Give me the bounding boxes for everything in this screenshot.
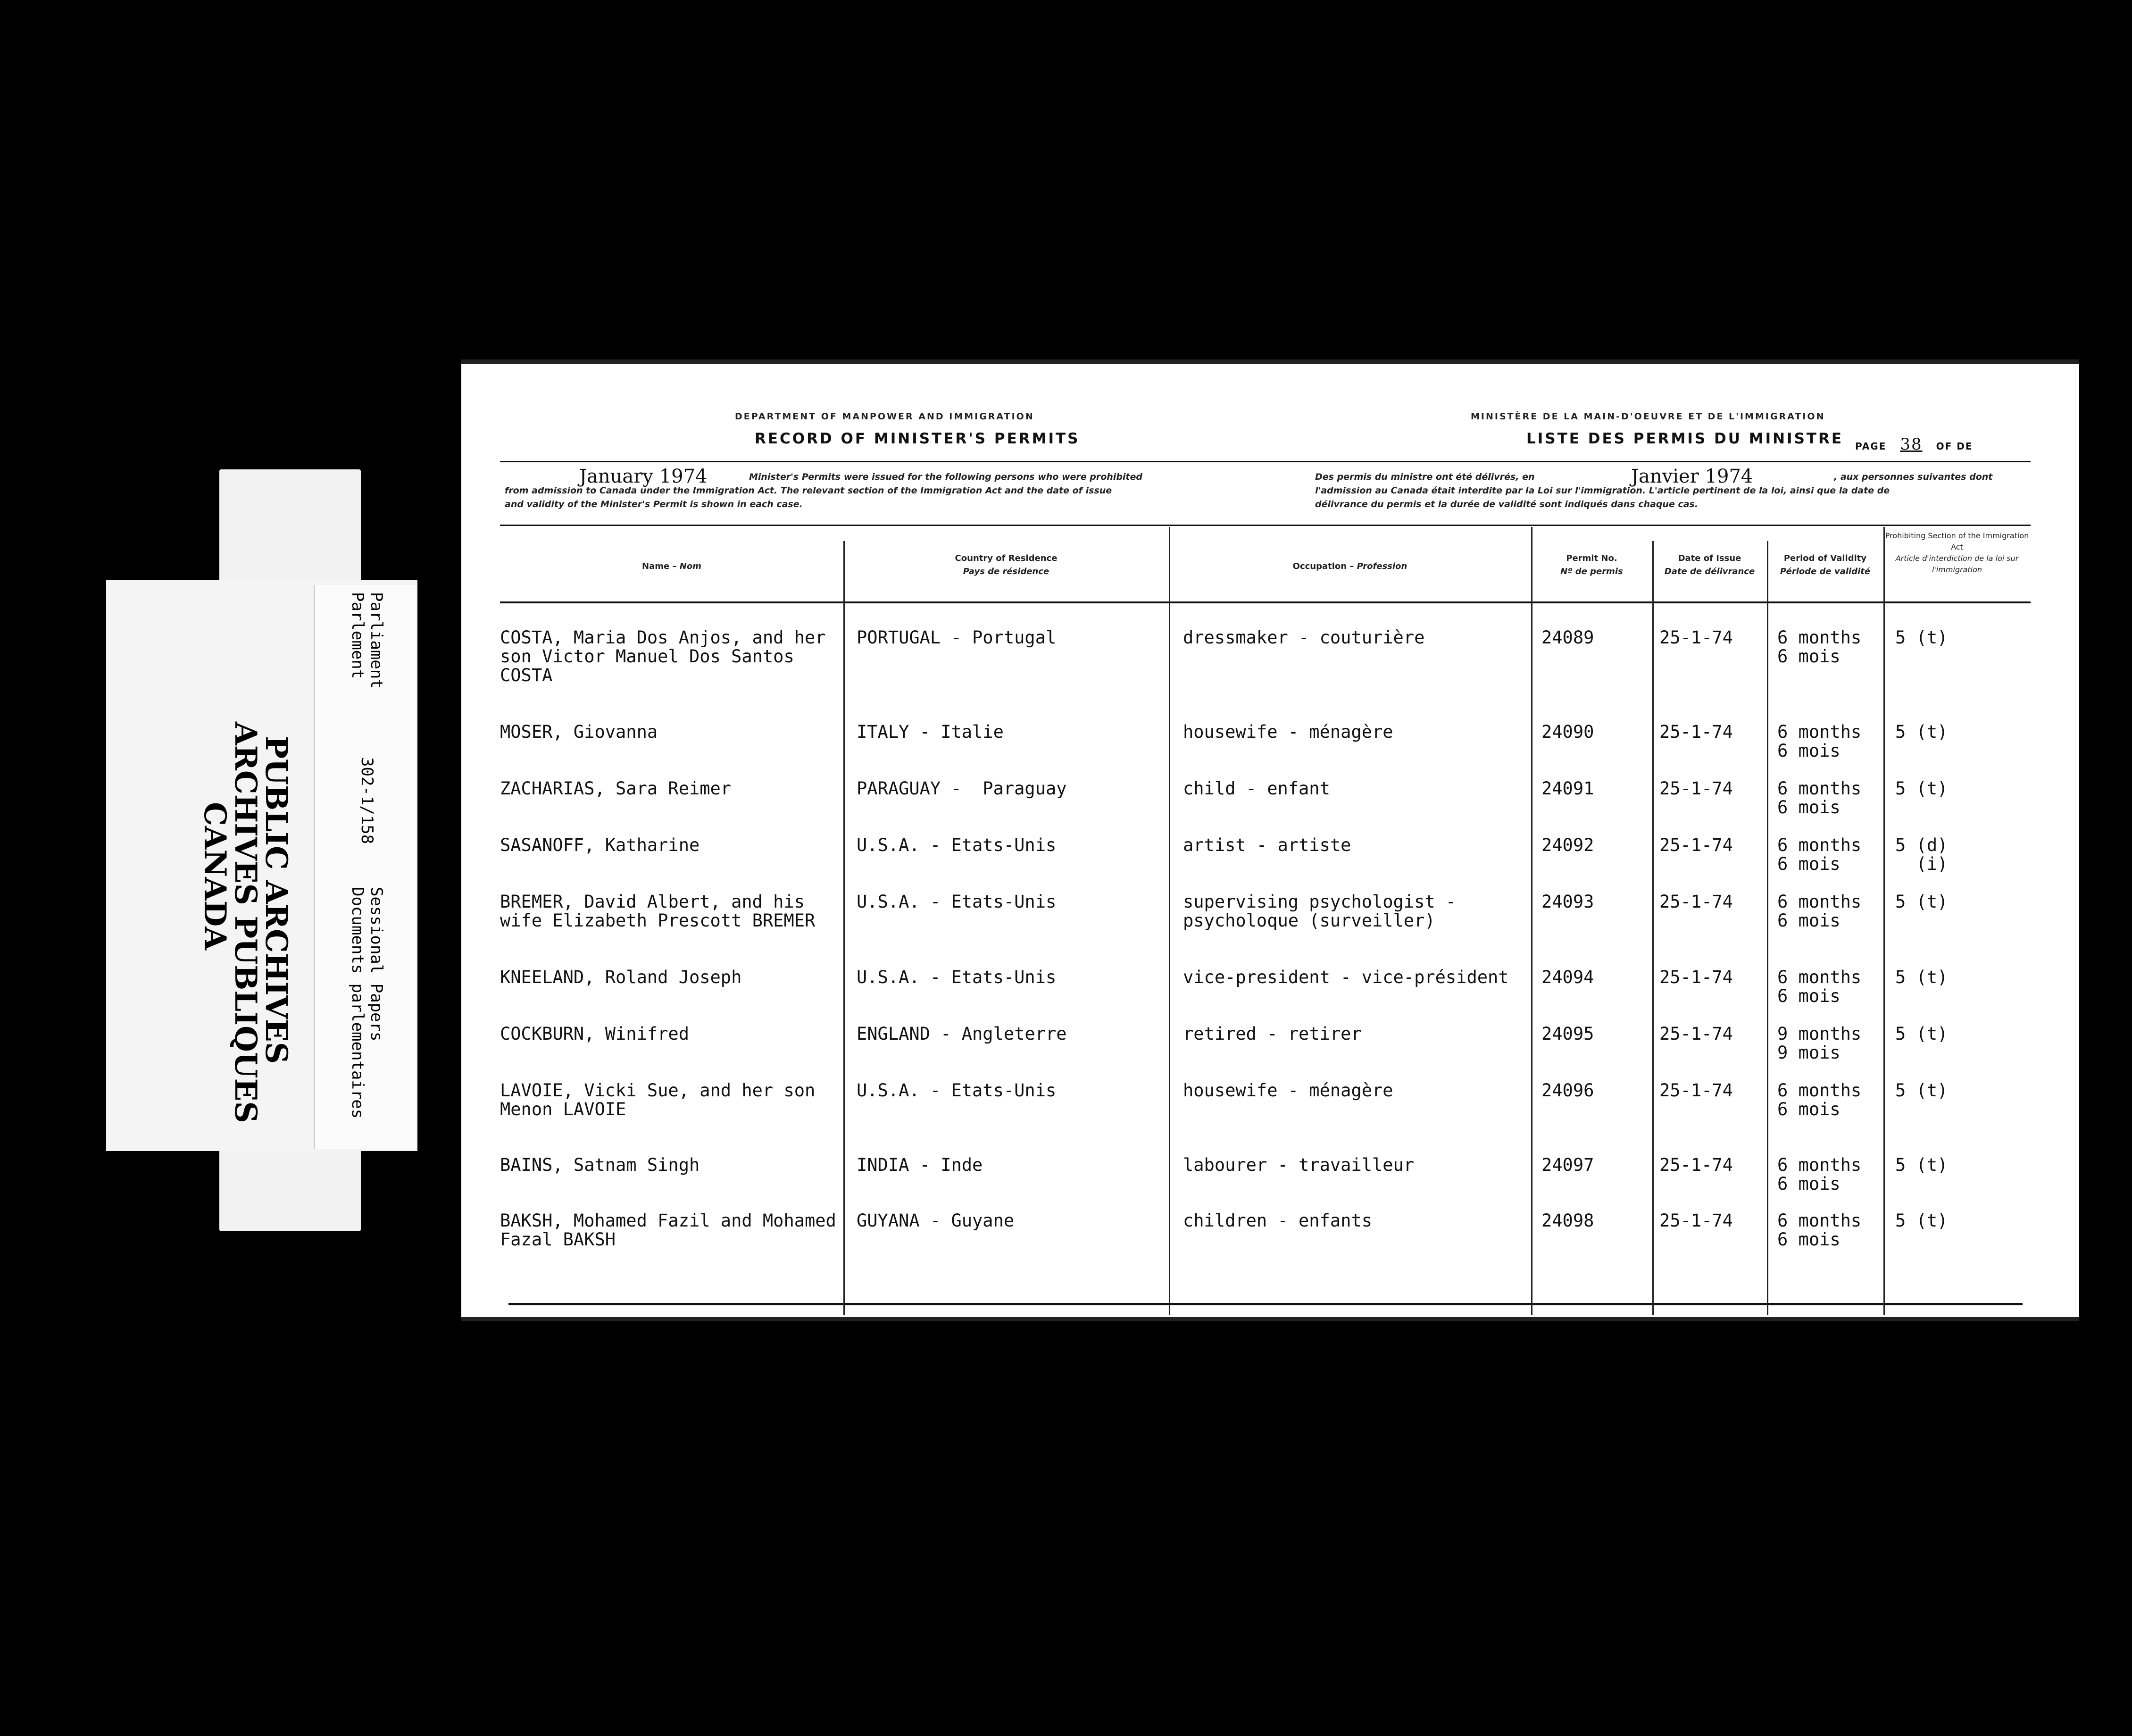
- column-divider: [1883, 527, 1885, 1315]
- cell-name: SASANOFF, Katharine: [500, 835, 700, 855]
- cell-name: BAINS, Satnam Singh: [500, 1155, 700, 1175]
- cell-country: U.S.A. - Etats-Unis: [857, 967, 1057, 987]
- month-fr: Janvier 1974: [1631, 466, 1753, 487]
- cell-occupation: child - enfant: [1183, 778, 1330, 799]
- cell-validity: 6 months 6 mois: [1777, 778, 1862, 818]
- cell-name: KNEELAND, Roland Joseph: [500, 967, 742, 987]
- header-rule: [500, 461, 2031, 462]
- archive-title-line3: CANADA: [197, 802, 233, 950]
- cell-permit-number: 24091: [1541, 778, 1594, 799]
- column-header-permit: [1531, 552, 1652, 578]
- cell-validity: 6 months 6 mois: [1777, 892, 1862, 931]
- column-header-section-en: Prohibiting Section of the Immigration Act: [1885, 531, 2029, 551]
- column-header-name: Name – Nom: [642, 561, 701, 571]
- cell-permit-number: 24096: [1541, 1080, 1594, 1101]
- column-header-permit-fr: Nº de permis: [1560, 567, 1623, 576]
- cell-section: 5 (t): [1895, 967, 1948, 987]
- department-en: DEPARTMENT OF MANPOWER AND IMMIGRATION: [735, 411, 1034, 422]
- column-header-permit-en: Permit No.: [1566, 553, 1617, 563]
- cell-permit-number: 24092: [1541, 835, 1594, 855]
- cell-issue-date: 25-1-74: [1659, 1024, 1733, 1044]
- cell-issue-date: 25-1-74: [1659, 1080, 1733, 1101]
- archive-title-line2: ARCHIVES PUBLIQUES: [228, 722, 263, 1123]
- fonds-fr: Parlement: [348, 592, 367, 679]
- title-fr: LISTE DES PERMIS DU MINISTRE: [1526, 430, 1844, 447]
- column-divider: [1531, 527, 1532, 1315]
- cell-validity: 6 months 6 mois: [1777, 627, 1862, 667]
- cell-validity: 6 months 6 mois: [1777, 967, 1862, 1006]
- table-bottom-rule: [508, 1303, 2023, 1305]
- cell-section: 5 (t): [1895, 1210, 1948, 1231]
- cell-issue-date: 25-1-74: [1659, 778, 1733, 799]
- fonds-en: Parliament: [367, 592, 386, 689]
- cell-validity: 6 months 6 mois: [1777, 1210, 1862, 1250]
- cell-permit-number: 24098: [1541, 1210, 1594, 1231]
- page-indicator: [1855, 435, 1973, 454]
- permit-record-sheet: [461, 359, 2079, 1321]
- department-fr: MINISTÈRE DE LA MAIN-D'OEUVRE ET DE L'IMMIGRATION: [1471, 411, 1825, 422]
- cell-issue-date: 25-1-74: [1659, 835, 1733, 855]
- page-of-label: OF DE: [1936, 441, 1973, 452]
- cell-issue-date: 25-1-74: [1659, 892, 1733, 912]
- intro-fr-line2: l'admission au Canada était interdite par la Loi sur l'immigration. L'article pertinent de la loi, ainsi que la date de: [1315, 485, 1890, 496]
- cell-country: PORTUGAL - Portugal: [857, 627, 1057, 648]
- intro-fr-line3: délivrance du permis et la durée de validité sont indiqués dans chaque cas.: [1315, 499, 1699, 509]
- column-header-name-fr: Nom: [679, 561, 701, 571]
- cell-country: GUYANA - Guyane: [857, 1210, 1015, 1231]
- column-header-occupation-en: Occupation: [1292, 561, 1347, 571]
- cell-validity: 6 months 6 mois: [1777, 722, 1862, 761]
- column-header-issue-fr: Date de délivrance: [1664, 567, 1755, 576]
- column-header-country: [843, 552, 1169, 578]
- cell-section: 5 (t): [1895, 1080, 1948, 1101]
- cell-validity: 6 months 6 mois: [1777, 1155, 1862, 1194]
- column-header-validity: [1767, 552, 1883, 578]
- cell-validity: 6 months 6 mois: [1777, 835, 1862, 874]
- column-header-country-en: Country of Residence: [955, 553, 1058, 563]
- month-en: January 1974: [579, 466, 708, 487]
- intro-fr-line1: Des permis du ministre ont été délivrés, en: [1315, 472, 1535, 482]
- cell-occupation: dressmaker - couturière: [1183, 627, 1425, 648]
- cell-name: COSTA, Maria Dos Anjos, and her son Victor Manuel Dos Santos COSTA: [500, 627, 826, 685]
- column-divider: [1169, 527, 1170, 1315]
- cell-country: INDIA - Inde: [857, 1155, 983, 1175]
- cell-occupation: labourer - travailleur: [1183, 1155, 1415, 1175]
- intro-en-line1: Minister's Permits were issued for the following persons who were prohibited: [749, 472, 1142, 482]
- cell-occupation: retired - retirer: [1183, 1024, 1362, 1044]
- cell-permit-number: 24097: [1541, 1155, 1594, 1175]
- column-divider: [1652, 541, 1654, 1315]
- cell-country: U.S.A. - Etats-Unis: [857, 892, 1057, 912]
- column-header-issue-en: Date of Issue: [1678, 553, 1741, 563]
- column-header-issue-date: [1652, 552, 1767, 578]
- cell-permit-number: 24094: [1541, 967, 1594, 987]
- page-number: 38: [1900, 435, 1923, 454]
- column-header-country-fr: Pays de résidence: [963, 567, 1049, 576]
- cell-name: LAVOIE, Vicki Sue, and her son Menon LAVOIE: [500, 1080, 816, 1119]
- cell-section: 5 (t): [1895, 892, 1948, 912]
- cell-occupation: supervising psychologist - psycholoque (surveiller): [1183, 892, 1457, 931]
- series-fr: Documents parlementaires: [348, 887, 367, 1119]
- cell-country: ENGLAND - Angleterre: [857, 1024, 1067, 1044]
- cell-issue-date: 25-1-74: [1659, 627, 1733, 648]
- cell-name: COCKBURN, Winifred: [500, 1024, 689, 1044]
- cell-section: 5 (d) (i): [1895, 835, 1948, 874]
- cell-permit-number: 24095: [1541, 1024, 1594, 1044]
- cell-issue-date: 25-1-74: [1659, 1155, 1733, 1175]
- cell-country: ITALY - Italie: [857, 722, 1004, 742]
- column-header-section-fr: Article d'interdiction de la loi sur l'immigration: [1895, 554, 2019, 574]
- table-top-rule: [500, 525, 2031, 526]
- cell-section: 5 (t): [1895, 1024, 1948, 1044]
- cell-occupation: housewife - ménagère: [1183, 1080, 1393, 1101]
- cell-section: 5 (t): [1895, 778, 1948, 799]
- cell-permit-number: 24093: [1541, 892, 1594, 912]
- archive-reference: 302-1/158: [358, 757, 376, 844]
- cell-country: U.S.A. - Etats-Unis: [857, 1080, 1057, 1101]
- cell-country: PARAGUAY - Paraguay: [857, 778, 1067, 799]
- cell-permit-number: 24090: [1541, 722, 1594, 742]
- cell-section: 5 (t): [1895, 627, 1948, 648]
- intro-fr-line1-end: , aux personnes suivantes dont: [1834, 472, 1993, 482]
- cell-section: 5 (t): [1895, 1155, 1948, 1175]
- cell-occupation: artist - artiste: [1183, 835, 1351, 855]
- cell-issue-date: 25-1-74: [1659, 722, 1733, 742]
- cell-permit-number: 24089: [1541, 627, 1594, 648]
- cell-occupation: children - enfants: [1183, 1210, 1372, 1231]
- series-en: Sessional Papers: [367, 887, 386, 1042]
- column-divider: [1767, 541, 1768, 1315]
- column-divider: [843, 541, 845, 1315]
- column-header-section: [1883, 530, 2031, 576]
- intro-en-line2: from admission to Canada under the Immigration Act. The relevant section of the Immigration Act and the date of issue: [505, 485, 1112, 496]
- cell-name: ZACHARIAS, Sara Reimer: [500, 778, 732, 799]
- page-label: PAGE: [1855, 441, 1887, 452]
- column-header-name-en: Name: [642, 561, 670, 571]
- intro-en-line3: and validity of the Minister's Permit is shown in each case.: [505, 499, 803, 509]
- cell-validity: 6 months 6 mois: [1777, 1080, 1862, 1119]
- cell-name: BREMER, David Albert, and his wife Elizabeth Prescott BREMER: [500, 892, 816, 931]
- cell-issue-date: 25-1-74: [1659, 967, 1733, 987]
- title-en: RECORD OF MINISTER'S PERMITS: [755, 430, 1080, 447]
- archive-title-line1: PUBLIC ARCHIVES: [258, 736, 294, 1064]
- cell-issue-date: 25-1-74: [1659, 1210, 1733, 1231]
- cell-occupation: vice-president - vice-président: [1183, 967, 1509, 987]
- cell-occupation: housewife - ménagère: [1183, 722, 1393, 742]
- cell-section: 5 (t): [1895, 722, 1948, 742]
- column-header-validity-fr: Période de validité: [1780, 567, 1871, 576]
- column-header-occupation-fr: Profession: [1357, 561, 1407, 571]
- archive-slip-label-panel: [314, 585, 416, 1149]
- cell-country: U.S.A. - Etats-Unis: [857, 835, 1057, 855]
- table-header-rule: [500, 601, 2031, 603]
- column-header-validity-en: Period of Validity: [1783, 553, 1867, 563]
- cell-validity: 9 months 9 mois: [1777, 1024, 1862, 1063]
- column-header-occupation: Occupation – Profession: [1292, 561, 1407, 571]
- cell-name: BAKSH, Mohamed Fazil and Mohamed Fazal BAKSH: [500, 1210, 836, 1250]
- cell-name: MOSER, Giovanna: [500, 722, 658, 742]
